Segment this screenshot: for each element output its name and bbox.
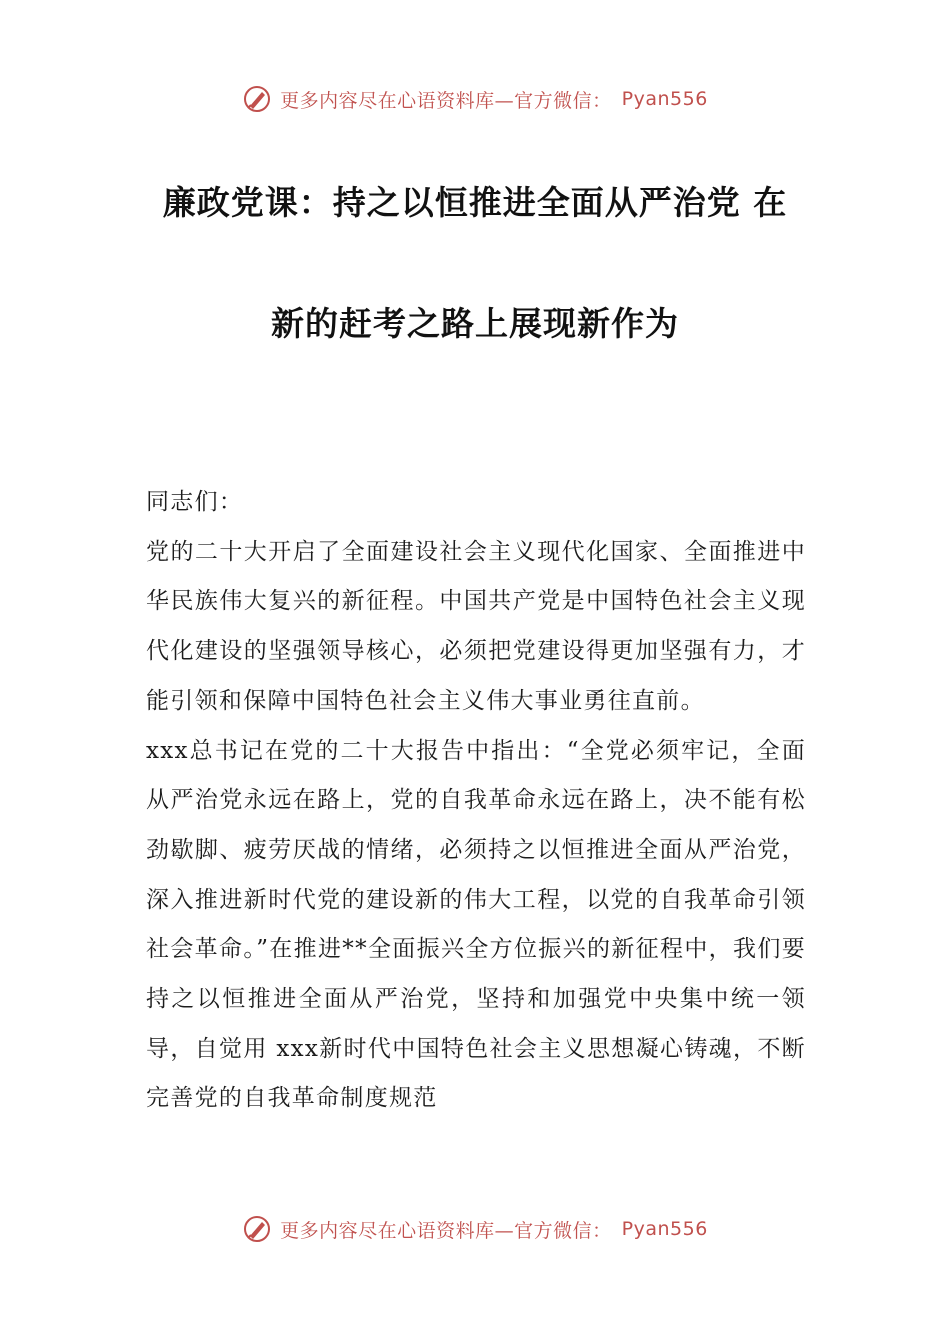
paragraph: 党的二十大开启了全面建设社会主义现代化国家、全面推进中华民族伟大复兴的新征程。中国共产党是中国特色社会主义现代化建设的坚强领导核心，必须把党建设得更加坚强有力，才能引领和保障中国特色社会主义伟大事业勇往直前。 <box>146 538 806 714</box>
header-watermark <box>0 84 950 114</box>
watermark-handle: Pyan556 <box>621 88 708 110</box>
greeting: 同志们： <box>146 489 244 515</box>
document-title-line-2: 新的赶考之路上展现新作为 <box>271 304 679 343</box>
pen-logo-icon <box>242 84 272 114</box>
document-body <box>146 478 806 1124</box>
footer-watermark <box>0 1214 950 1244</box>
document-title-line-1: 廉政党课：持之以恒推进全面从严治党 在 <box>162 183 788 222</box>
watermark-handle: Pyan556 <box>621 1218 708 1240</box>
watermark-text: 更多内容尽在心语资料库—官方微信： <box>280 1219 612 1242</box>
paragraph: xxx总书记在党的二十大报告中指出：“全党必须牢记，全面从严治党永远在路上，党的自我革命永远在路上，决不能有松劲歇脚、疲劳厌战的情绪，必须持之以恒推进全面从严治党，深入推进新时代党的建设新的伟大工程，以党的自我革命引领社会革命。”在推进**全面振兴全方位振兴的新征程中，我们要持之以恒推进全面从严治党，坚持和加强党中央集中统一领导，自觉用 xxx新时代中国特色社会主义思想凝心铸魂，不断完善党的自我革命制度规范 <box>146 737 806 1112</box>
watermark-text: 更多内容尽在心语资料库—官方微信： <box>280 89 612 112</box>
pen-logo-icon <box>242 1214 272 1244</box>
